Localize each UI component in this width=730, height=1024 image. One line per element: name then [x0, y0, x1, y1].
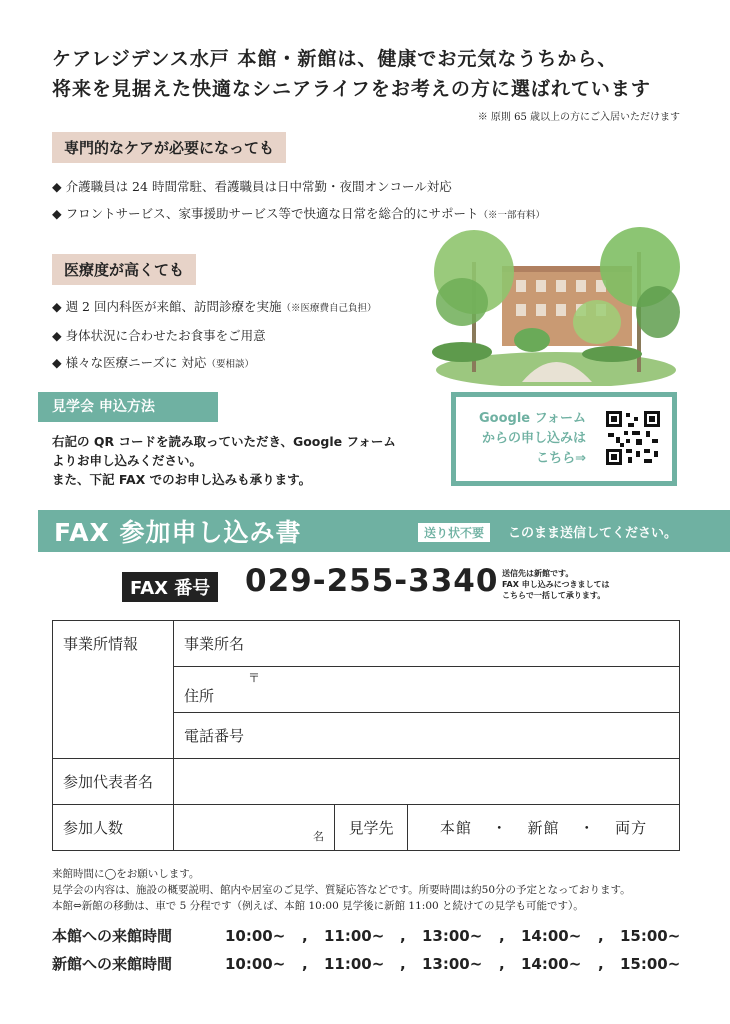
office-info-label: 事業所情報 [53, 621, 174, 759]
time-slot[interactable]: 14:00~ [521, 927, 582, 945]
section-medical [52, 254, 377, 378]
time-slot[interactable]: 10:00~ [225, 955, 286, 973]
age-note: ※ 原則 65 歳以上の方にご入居いただけます [477, 112, 680, 123]
garden-illustration [432, 222, 680, 386]
visit-place-options[interactable]: 本館 ・ 新館 ・ 両方 [408, 805, 680, 851]
qr-text: Google フォーム からの申し込みは こちら⇒ [479, 411, 586, 466]
option-new[interactable]: 新館 [527, 819, 560, 837]
section-care-list [52, 173, 545, 229]
fax-number-label: FAX 番号 [122, 572, 218, 602]
main-times-row: 本館への来館時間 10:00~ , 11:00~ , 13:00~ , 14:00~ , 15:00~ [52, 922, 692, 950]
section-medical-tag: 医療度が高くても [52, 254, 196, 285]
qr-code-icon[interactable] [606, 411, 660, 465]
apply-method-label: 見学会 申込方法 [38, 392, 218, 422]
time-slot[interactable]: 13:00~ [422, 955, 483, 973]
list-item: ◆ フロントサービス、家事援助サービス等で快適な日常を総合的にサポート（※一部有料） [52, 206, 545, 221]
footer-notes: 来館時間に◯をお願いします。 見学会の内容は、施設の概要説明、館内や居室のご見学、質疑応答などです。所要時間は約50分の予定となっております。 本館⇔新館の移動は、車で 5 分程です（例えば、本館 10:00 見学後に新館 11:00 と続けての見学も可能です）。 [52, 868, 631, 912]
new-times-label: 新館への来館時間 [52, 955, 173, 973]
send-as-is-text: このまま送信してください。 [508, 526, 678, 541]
participants-field[interactable]: 名 [174, 805, 335, 851]
fax-number: 029-255-3340 [245, 563, 499, 599]
representative-field[interactable] [174, 759, 680, 805]
list-item: ◆ 介護職員は 24 時間常駐、看護職員は日中常勤・夜間オンコール対応 [52, 179, 452, 194]
headline [52, 44, 692, 104]
new-times-row: 新館への来館時間 10:00~ , 11:00~ , 13:00~ , 14:00~ , 15:00~ [52, 950, 692, 978]
headline-line2: 将来を見据えた快適なシニアライフをお考えの方に選ばれています [52, 78, 651, 100]
application-form [52, 620, 680, 851]
qr-box[interactable] [451, 392, 677, 486]
section-care [52, 132, 545, 229]
fax-note: 送信先は新館です。 FAX 申し込みにつきましては こちらで一括して承ります。 [502, 569, 610, 600]
headline-line1: ケアレジデンス水戸 本館・新館は、健康でお元気なうちから、 [52, 48, 618, 70]
section-medical-list [52, 293, 377, 378]
time-slot[interactable]: 14:00~ [521, 955, 582, 973]
section-care-tag: 専門的なケアが必要になっても [52, 132, 286, 163]
time-slot[interactable]: 13:00~ [422, 927, 483, 945]
representative-label: 参加代表者名 [53, 759, 174, 805]
fax-banner [38, 510, 730, 552]
time-slot[interactable]: 11:00~ [324, 955, 385, 973]
postal-mark: 〒 [248, 671, 261, 685]
time-slot[interactable]: 11:00~ [324, 927, 385, 945]
participants-label: 参加人数 [53, 805, 174, 851]
list-item: ◆ 身体状況に合わせたお食事をご用意 [52, 328, 266, 343]
address-field[interactable]: 〒 住所 [174, 667, 680, 713]
apply-instructions: 右記の QR コードを読み取っていただき、Google フォーム よりお申し込みください。 また、下記 FAX でのお申し込みも承ります。 [52, 434, 396, 487]
main-times-label: 本館への来館時間 [52, 927, 173, 945]
list-item: ◆ 様々な医療ニーズに 対応（要相談） [52, 355, 254, 370]
time-slot[interactable]: 10:00~ [225, 927, 286, 945]
time-slot[interactable]: 15:00~ [620, 955, 681, 973]
option-both[interactable]: 両方 [615, 819, 648, 837]
fax-title: FAX 参加申し込み書 [54, 518, 302, 547]
visit-place-label: 見学先 [335, 805, 408, 851]
phone-field[interactable]: 電話番号 [174, 713, 680, 759]
list-item: ◆ 週 2 回内科医が来館、訪問診療を実施（※医療費自己負担） [52, 299, 377, 314]
time-slot[interactable]: 15:00~ [620, 927, 681, 945]
cover-sheet-badge: 送り状不要 [418, 523, 490, 542]
office-name-field[interactable]: 事業所名 [174, 621, 680, 667]
option-main[interactable]: 本館 [439, 819, 472, 837]
